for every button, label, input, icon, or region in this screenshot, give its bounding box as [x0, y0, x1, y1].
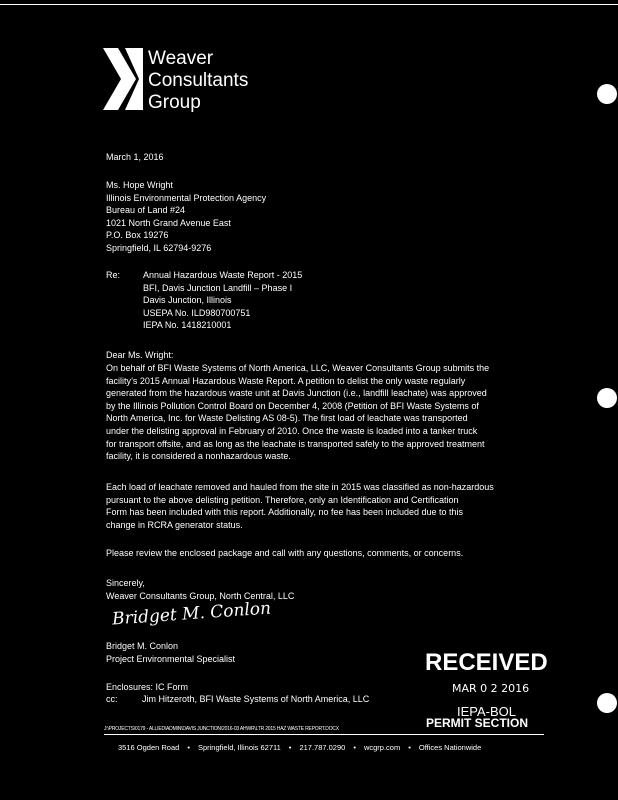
re-line: BFI, Davis Junction Landfill – Phase I	[143, 282, 293, 293]
re-line: Davis Junction, Illinois	[143, 295, 232, 306]
recipient-block	[106, 179, 266, 255]
bullet-icon: •	[353, 743, 356, 752]
paragraph-line: for transport offsite, and as long as the leachate is transported safely to the approved treatment	[106, 438, 485, 449]
signature: Bridget M. Conlon	[111, 598, 272, 630]
received-stamp: RECEIVED	[425, 649, 548, 676]
bullet-icon: •	[288, 743, 292, 752]
company-line1: Weaver	[148, 48, 214, 69]
paragraph-line: change in RCRA generator status.	[106, 519, 243, 530]
re-lines	[143, 269, 302, 332]
received-section: PERMIT SECTION	[426, 716, 529, 730]
recipient-street: 1021 North Grand Avenue East	[106, 217, 231, 228]
paragraph-line: North America, Inc. for Waste Delisting AS 08-5). The first load of leachate was transported	[106, 413, 468, 424]
company-line3: Group	[148, 92, 201, 113]
re-line: IEPA No. 1418210001	[143, 320, 232, 331]
signer-title: Project Environmental Specialist	[106, 653, 236, 664]
recipient-name: Ms. Hope Wright	[106, 180, 173, 190]
received-date: MAR 0 2 2016	[452, 682, 530, 695]
footer	[118, 743, 481, 752]
paragraph-line: Each load of leachate removed and hauled from the site in 2015 was classified as non-hazardous	[106, 482, 494, 492]
re-line: Annual Hazardous Waste Report - 2015	[143, 270, 303, 280]
body-paragraph-2	[106, 481, 494, 531]
re-label: Re:	[106, 270, 121, 280]
paragraph-line: pursuant to the above delisting petition. Therefore, only an Identification and Certification	[106, 494, 459, 505]
footer-address: 3516 Ogden Road	[118, 743, 180, 752]
paragraph-line: facility’s 2015 Annual Hazardous Waste Report. A petition to delist the only waste regularly	[106, 375, 466, 386]
cc-label: cc:	[106, 694, 118, 704]
paragraph-line: facility, it is considered a nonhazardous waste.	[106, 451, 291, 462]
weaver-logo-icon	[103, 48, 143, 110]
body-paragraph-3: Please review the enclosed package and call with any questions, comments, or concerns.	[106, 548, 464, 558]
bullet-icon: •	[187, 743, 190, 752]
cc-value: Jim Hitzeroth, BFI Waste Systems of North America, LLC	[142, 694, 370, 704]
received-agency: IEPA-BOL	[457, 704, 517, 719]
punch-hole-bottom	[597, 693, 617, 713]
paragraph-line: under the delisting approval in February of 2010. Once the waste is loaded into a tanker truck	[106, 425, 478, 436]
body-paragraph-1	[106, 362, 489, 463]
company-logo-text	[148, 48, 248, 114]
recipient-pobox: P.O. Box 19276	[106, 230, 169, 241]
re-line: USEPA No. ILD980700751	[143, 307, 251, 318]
top-border-line	[0, 4, 618, 5]
file-reference: J:\PROJECTS\0179 - ALLIED\ADMIN\DAVIS JUNCTION\2016-03 AHWR\LTR 2015 HAZ WASTE REPORT.DOCX	[104, 726, 339, 732]
footer-web[interactable]: wcgrp.com	[363, 743, 401, 752]
punch-hole-middle	[597, 388, 617, 408]
letter-date: March 1, 2016	[106, 152, 164, 162]
signer-block	[106, 640, 235, 665]
paragraph-line: by the Illinois Pollution Control Board on December 4, 2008 (Petition of BFI Waste Systems of	[106, 400, 479, 411]
company-line2: Consultants	[148, 70, 249, 91]
closing-company: Weaver Consultants Group, North Central, LLC	[106, 590, 295, 601]
recipient-city: Springfield, IL 62794-9276	[106, 242, 212, 253]
closing: Sincerely,	[106, 578, 145, 588]
footer-divider	[104, 734, 544, 735]
enclosures: Enclosures: IC Form	[106, 682, 189, 692]
footer-offices: Offices Nationwide	[418, 743, 482, 752]
recipient-org: Illinois Environmental Protection Agency	[106, 192, 267, 203]
paragraph-line: Form has been included with this report. Additionally, no fee has been included due to this	[106, 507, 464, 518]
salutation: Dear Ms. Wright:	[106, 350, 174, 360]
bullet-icon: •	[408, 743, 411, 752]
signer-name: Bridget M. Conlon	[106, 641, 179, 651]
punch-hole-top	[597, 84, 617, 104]
footer-phone: 217.787.0290	[299, 743, 346, 752]
paragraph-line: generated from the hazardous waste unit at Davis Junction (i.e., landfill leachate) was approved	[106, 388, 487, 399]
footer-city: Springfield, Illinois 62711	[197, 743, 281, 752]
recipient-bureau: Bureau of Land #24	[106, 205, 186, 216]
paragraph-line: On behalf of BFI Waste Systems of North America, LLC, Weaver Consultants Group submits the	[106, 363, 490, 373]
